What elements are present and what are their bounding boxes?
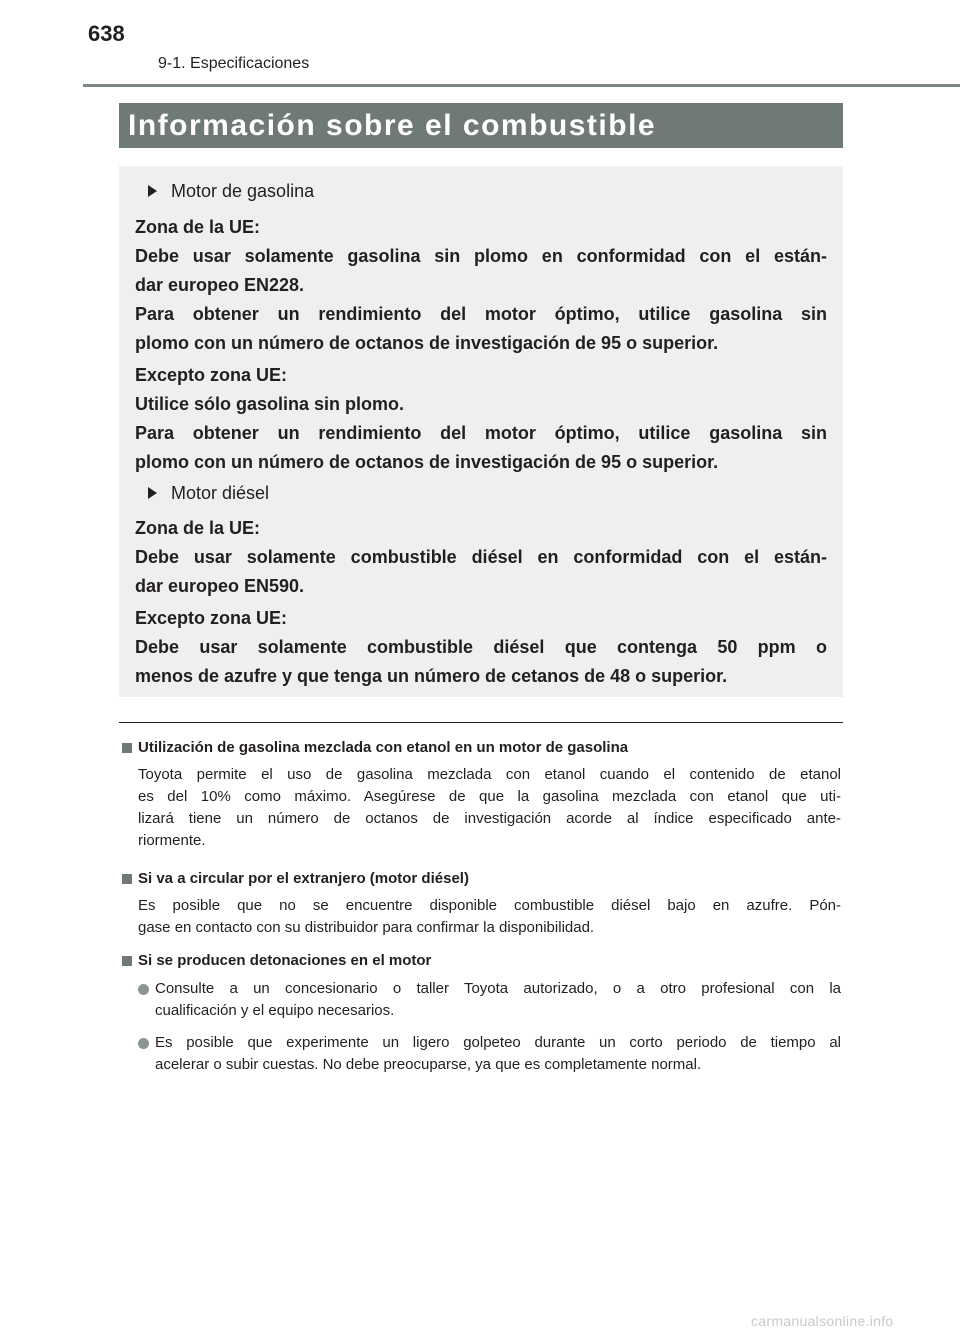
- gasoline-eu-perf-line2: plomo con un número de octanos de investigación de 95 o superior.: [135, 333, 719, 353]
- note-knocking-bullet-2: [138, 1032, 841, 1076]
- note-ethanol-line2: es del 10% como máximo. Asegúrese de que la gasolina mezclada con etanol que uti-: [138, 788, 841, 805]
- square-bullet-icon: [122, 956, 132, 966]
- note-abroad-title: [122, 869, 469, 889]
- note-ethanol-line3: lizará tiene un número de octanos de investigación acorde al índice especificado ante-: [138, 810, 841, 827]
- note-knocking-title-text: Si se producen detonaciones en el motor: [138, 952, 432, 969]
- watermark: carmanualsonline.info: [751, 1313, 894, 1329]
- knocking-bullet1-line2: cualificación y el equipo necesarios.: [155, 1002, 395, 1019]
- diesel-heading: [148, 482, 269, 504]
- note-abroad-body: [138, 895, 841, 939]
- header-rule: [83, 84, 960, 87]
- gasoline-noneu-label: Excepto zona UE:: [135, 365, 288, 385]
- gasoline-noneu-line1: Utilice sólo gasolina sin plomo.: [135, 394, 405, 414]
- square-bullet-icon: [122, 874, 132, 884]
- note-knocking-title: [122, 951, 431, 971]
- gasoline-noneu-perf-line2: plomo con un número de octanos de investigación de 95 o superior.: [135, 452, 719, 472]
- note-ethanol-body: [138, 764, 841, 852]
- diesel-eu-block: [135, 514, 827, 601]
- circle-bullet-icon: [138, 1038, 149, 1049]
- diesel-noneu-label: Excepto zona UE:: [135, 608, 288, 628]
- note-ethanol-line1: Toyota permite el uso de gasolina mezclada con etanol cuando el contenido de etanol: [138, 766, 841, 783]
- note-knocking-bullet-1: [138, 978, 841, 1022]
- gasoline-eu-perf-line1: Para obtener un rendimiento del motor óptimo, utilice gasolina sin: [135, 304, 827, 324]
- page-number: 638: [88, 21, 125, 46]
- gasoline-eu-line2: dar europeo EN228.: [135, 275, 305, 295]
- gasoline-noneu-block: [135, 361, 827, 477]
- diesel-eu-label: Zona de la UE:: [135, 518, 261, 538]
- note-ethanol-line4: riormente.: [138, 832, 206, 849]
- knocking-bullet1-line1: Consulte a un concesionario o taller Toyota autorizado, o a otro profesional con la: [155, 980, 841, 997]
- note-abroad-line2: gase en contacto con su distribuidor para confirmar la disponibilidad.: [138, 919, 595, 936]
- note-abroad-line1: Es posible que no se encuentre disponible combustible diésel bajo en azufre. Pón-: [138, 897, 841, 914]
- gasoline-noneu-perf-line1: Para obtener un rendimiento del motor óptimo, utilice gasolina sin: [135, 423, 827, 443]
- gasoline-heading: [148, 180, 314, 202]
- knocking-bullet2-line1: Es posible que experimente un ligero golpeteo durante un corto periodo de tiempo al: [155, 1034, 841, 1051]
- diesel-noneu-block: [135, 604, 827, 691]
- gasoline-heading-label: Motor de gasolina: [171, 181, 315, 201]
- section-label: 9-1. Especificaciones: [158, 55, 310, 72]
- gasoline-eu-label: Zona de la UE:: [135, 217, 261, 237]
- diesel-eu-line1: Debe usar solamente combustible diésel en conformidad con el están-: [135, 547, 827, 567]
- section-divider: [119, 722, 843, 723]
- note-abroad-title-text: Si va a circular por el extranjero (motor diésel): [138, 870, 469, 887]
- knocking-bullet2-line2: acelerar o subir cuestas. No debe preocuparse, ya que es completamente normal.: [155, 1056, 702, 1073]
- gasoline-eu-block: [135, 213, 827, 358]
- circle-bullet-icon: [138, 984, 149, 995]
- note-ethanol-title: [122, 738, 628, 758]
- diesel-heading-label: Motor diésel: [171, 483, 270, 503]
- diesel-noneu-line2: menos de azufre y que tenga un número de cetanos de 48 o superior.: [135, 666, 728, 686]
- triangle-bullet-icon: [148, 185, 157, 197]
- square-bullet-icon: [122, 743, 132, 753]
- gasoline-eu-line1: Debe usar solamente gasolina sin plomo en conformidad con el están-: [135, 246, 827, 266]
- diesel-noneu-line1: Debe usar solamente combustible diésel que contenga 50 ppm o: [135, 637, 827, 657]
- page-title: Información sobre el combustible: [128, 109, 657, 142]
- triangle-bullet-icon: [148, 487, 157, 499]
- diesel-eu-line2: dar europeo EN590.: [135, 576, 305, 596]
- note-ethanol-title-text: Utilización de gasolina mezclada con etanol en un motor de gasolina: [138, 739, 629, 756]
